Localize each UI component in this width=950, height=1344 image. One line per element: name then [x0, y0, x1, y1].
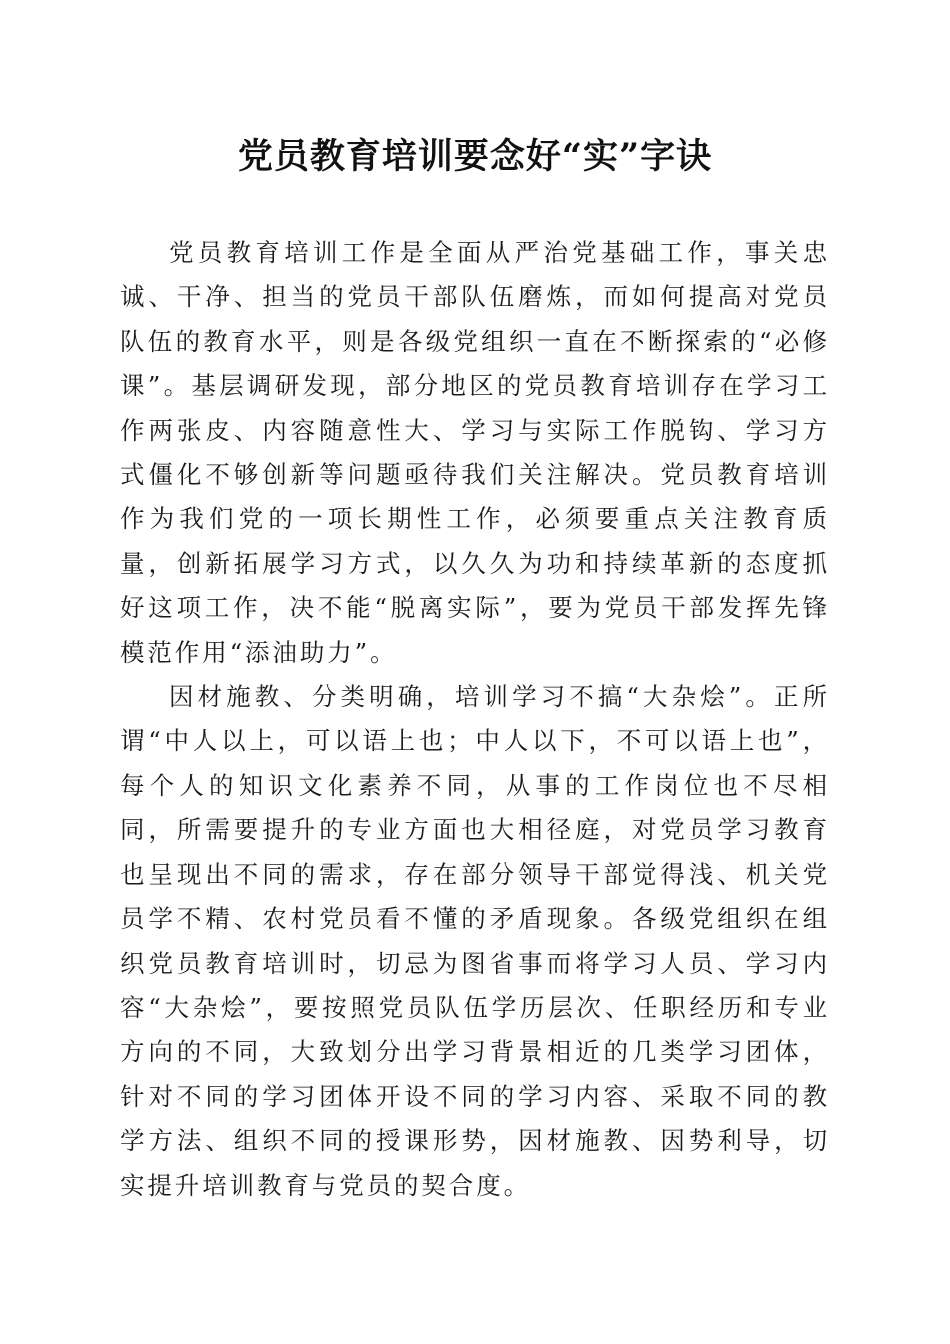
paragraph-1: 党员教育培训工作是全面从严治党基础工作，事关忠诚、干净、担当的党员干部队伍磨炼，而如何提高对党员队伍的教育水平，则是各级党组织一直在不断探索的“必修课”。基层调研发现，部分地区的党员教育培训存在学习工作两张皮、内容随意性大、学习与实际工作脱钩、学习方式僵化不够创新等问题亟待我们关注解决。党员教育培训作为我们党的一项长期性工作，必须要重点关注教育质量，创新拓展学习方式，以久久为功和持续革新的态度抓好这项工作，决不能“脱离实际”，要为党员干部发挥先锋模范作用“添油助力”。	[120, 238, 830, 667]
document-body	[120, 231, 830, 1208]
document-title: 党员教育培训要念好“实”字诀	[237, 136, 713, 177]
paragraph-2: 因材施教、分类明确，培训学习不搞“大杂烩”。正所谓“中人以上，可以语上也；中人以下，不可以语上也”，每个人的知识文化素养不同，从事的工作岗位也不尽相同，所需要提升的专业方面也大相径庭，对党员学习教育也呈现出不同的需求，存在部分领导干部觉得浅、机关党员学不精、农村党员看不懂的矛盾现象。各级党组织在组织党员教育培训时，切忌为图省事而将学习人员、学习内容“大杂烩”，要按照党员队伍学历层次、任职经历和专业方向的不同，大致划分出学习背景相近的几类学习团体，针对不同的学习团体开设不同的学习内容、采取不同的教学方法、组织不同的授课形势，因材施教、因势利导，切实提升培训教育与党员的契合度。	[120, 682, 830, 1200]
